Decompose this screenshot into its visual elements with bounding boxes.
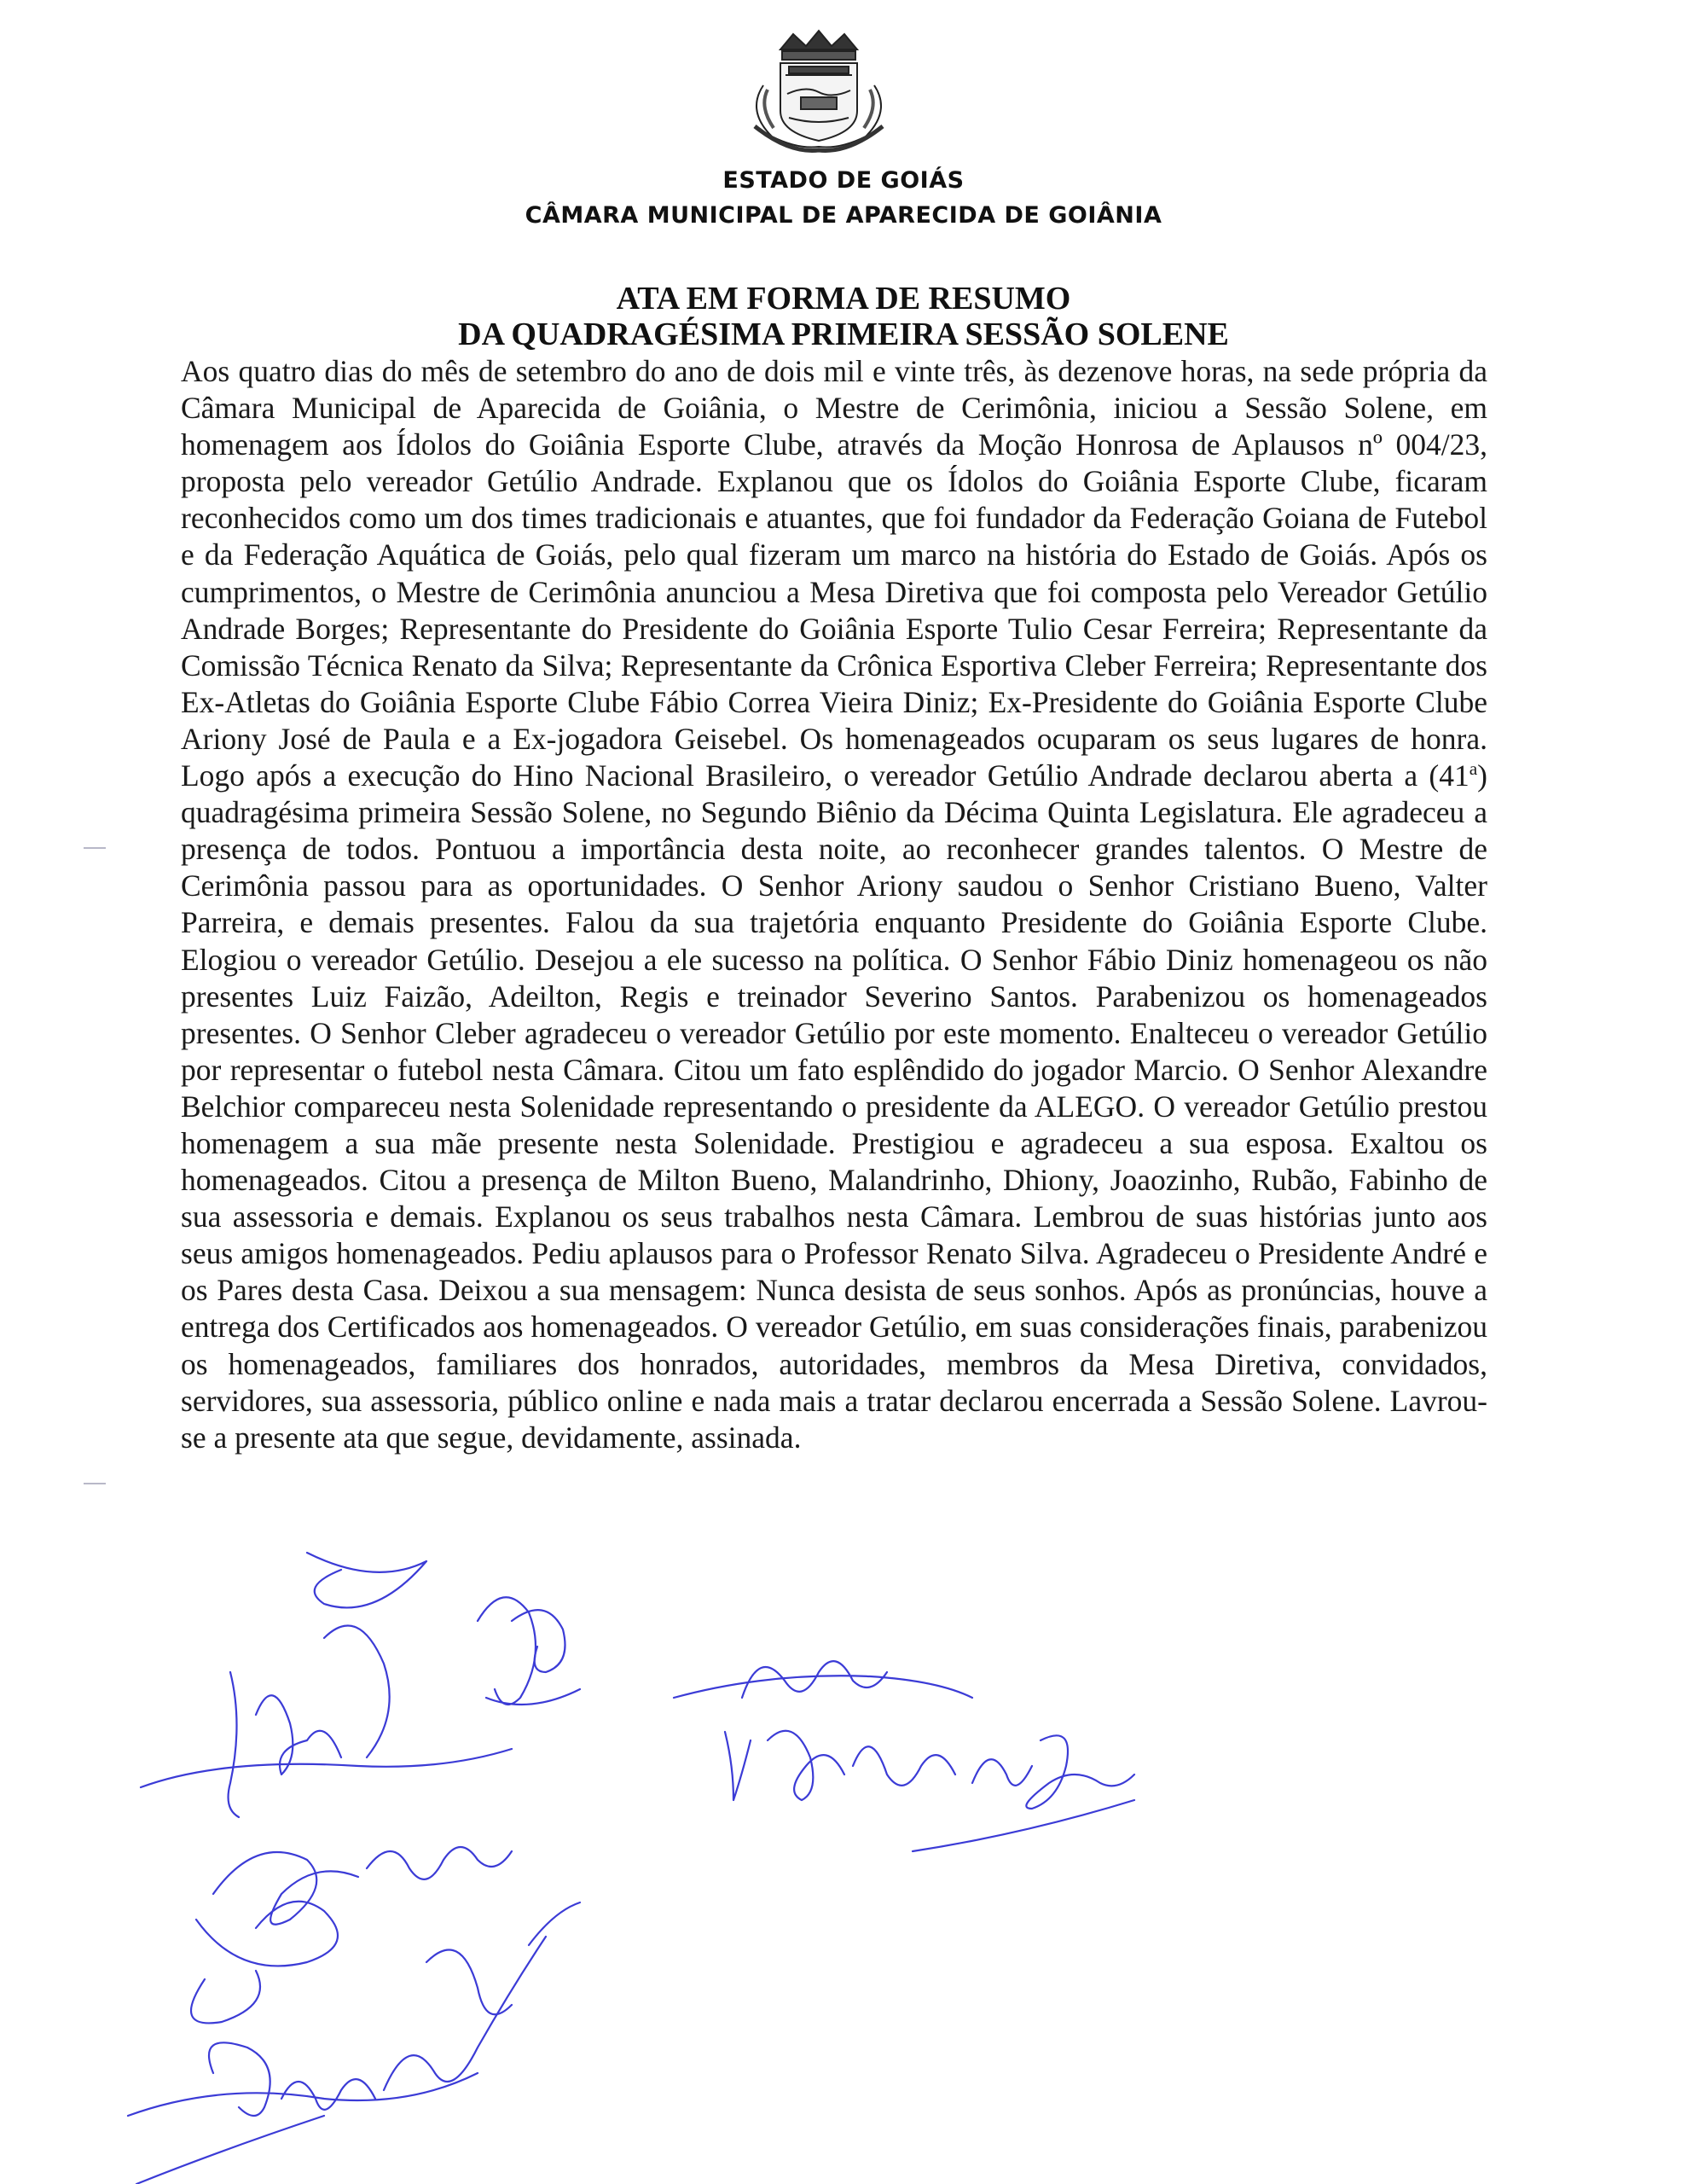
state-heading: ESTADO DE GOIÁS [722,167,965,194]
minutes-body [181,353,1487,1456]
institution-heading: CÂMARA MUNICIPAL DE APARECIDA DE GOIÂNIA [525,202,1162,229]
municipal-coat-of-arms-icon [729,26,908,154]
ordinal-superscript: a [1469,758,1478,780]
scan-mark [84,1483,106,1484]
document-subtitle: DA QUADRAGÉSIMA PRIMEIRA SESSÃO SOLENE [458,317,1229,352]
document-title: ATA EM FORMA DE RESUMO [616,281,1071,317]
scan-mark [84,847,106,849]
minutes-body-part1: Aos quatro dias do mês de setembro do ano de dois mil e vinte três, às dezenove horas, na sede própria da Câmara Municipal de Aparecida de Goiânia, o Mestre de Cerimônia, iniciou a Sessão Solene, em homenagem aos Ídolos do Goiânia Esporte Clube, através da Moção Honrosa de Aplausos nº 004/23, proposta pelo vereador Getúlio Andrade. Explanou que os Ídolos do Goiânia Esporte Clube, ficaram reconhecidos como um dos times tradicionais e atuantes, que foi fundador da Federação Goiana de Futebol e da Federação Aquática de Goiás, pelo qual fizeram um marco na história do Estado de Goiás. Após os cumprimentos, o Mestre de Cerimônia anunciou a Mesa Diretiva que foi composta pelo Vereador Getúlio Andrade Borges; Representante do Presidente do Goiânia Esporte Tulio Cesar Ferreira; Representante da Comissão Técnica Renato da Silva; Representante da Crônica Esportiva Cleber Ferreira; Representante dos Ex-Atletas do Goiânia Esporte Clube Fábio Correa Vieira Diniz; Ex-Presidente do Goiânia Esporte Clube Ariony José de Paula e a Ex-jogadora Geisebel. Os homenageados ocuparam os seus lugares de honra. Logo após a execução do Hino Nacional Brasileiro, o vereador Getúlio Andrade declarou aberta a (41 [181,354,1487,793]
minutes-body-part2: ) quadragésima primeira Sessão Solene, no Segundo Biênio da Décima Quinta Legislatura. Ele agradeceu a presença de todos. Pontuou a importância desta noite, ao reconhecer grandes talentos. O Mestre de Cerimônia passou para as oportunidades. O Senhor Ariony saudou o Senhor Cristiano Bueno, Valter Parreira, e demais presentes. Falou da sua trajetória enquanto Presidente do Goiânia Esporte Clube. Elogiou o vereador Getúlio. Desejou a ele sucesso na política. O Senhor Fábio Diniz homenageou os não presentes Luiz Faizão, Adeilton, Regis e treinador Severino Santos. Parabenizou os homenageados presentes. O Senhor Cleber agradeceu o vereador Getúlio por este momento. Enalteceu o vereador Getúlio por representar o futebol nesta Câmara. Citou um fato esplêndido do jogador Marcio. O Senhor Alexandre Belchior compareceu nesta Solenidade representando o presidente da ALEGO. O vereador Getúlio prestou homenagem a sua mãe presente nesta Solenidade. Prestigiou e agradeceu a sua esposa. Exaltou os homenageados. Citou a presença de Milton Bueno, Malandrinho, Dhiony, Joaozinho, Rubão, Fabinho de sua assessoria e demais. Explanou os seus trabalhos nesta Câmara. Lembrou de suas histórias junto aos seus amigos homenageados. Pediu aplausos para o Professor Renato Silva. Agradeceu o Presidente André e os Pares desta Casa. Deixou a sua mensagem: Nunca desista de seus sonhos. Após as pronúncias, houve a entrega dos Certificados aos homenageados. O vereador Getúlio, em suas considerações finais, parabenizou os homenageados, familiares dos honrados, autoridades, membros da Mesa Diretiva, convidados, servidores, sua assessoria, público online e nada mais a tratar declarou encerrada a Sessão Solene. Lavrou-se a presente ata que segue, devidamente, assinada. [181,758,1487,1455]
